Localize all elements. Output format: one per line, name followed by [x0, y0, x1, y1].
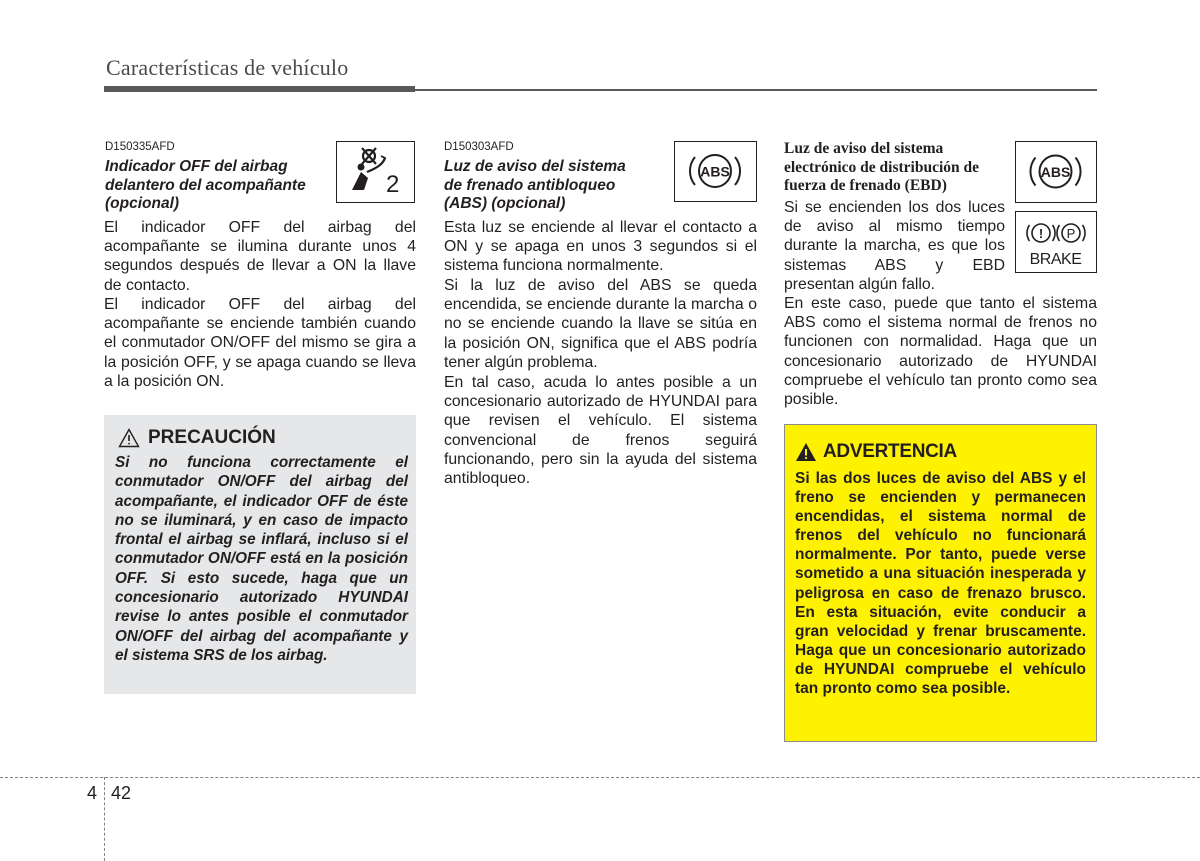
warning-header: [795, 441, 957, 463]
subtitle-line: de frenado antibloqueo: [444, 176, 616, 194]
subtitle-line: Indicador OFF del airbag: [105, 158, 288, 175]
footer-vertical-rule: [104, 777, 105, 861]
caution-title: PRECAUCIÓN: [148, 427, 276, 448]
exclamation-mark: !: [1038, 226, 1044, 241]
abs-warning-icon-box: [1015, 141, 1097, 203]
title-line: fuerza de frenado (EBD): [784, 177, 947, 194]
section-subtitle: [105, 158, 335, 214]
title-line: electrónico de distribución de: [784, 158, 980, 176]
section-subtitle: [444, 158, 669, 214]
paragraph: El indicador OFF del airbag del acompañante se ilumina durante unos 4 segundos después de llevar a ON la llave de contacto.: [104, 219, 416, 294]
warning-triangle-icon: [795, 442, 817, 462]
brake-icon: [1016, 212, 1095, 271]
brake-label: BRAKE: [1029, 251, 1082, 268]
warning-title: ADVERTENCIA: [823, 441, 957, 462]
paragraph: En este caso, puede que tanto el sistema ABS como el sistema normal de frenos no funcionen con normalidad. Haga que un concesionario autorizado de HYUNDAI compruebe el vehículo tan pronto como sea posible.: [784, 295, 1097, 409]
title-line: Luz de aviso del sistema: [784, 140, 944, 157]
warning-box: [784, 424, 1097, 742]
brake-warning-icon-box: [1015, 211, 1097, 273]
abs-icon: [1016, 142, 1095, 201]
footer-rule: [0, 777, 1200, 778]
section-code: D150335AFD: [105, 141, 175, 153]
paragraph: Esta luz se enciende al llevar el contacto a ON y se apaga en unos 3 segundos si el sistema funciona normalmente.: [444, 219, 757, 275]
airbag-off-indicator-icon: [336, 141, 415, 203]
warning-text: Si las dos luces de aviso del ABS y el freno se encienden y permanecen encendidas, el sistema normal de frenos del vehículo no funcionará normalmente. Por tanto, puede verse sometido a una situación inesperada y peligrosa en caso de frenazo brusco. En esta situación, evite conducir a gran velocidad y frenar bruscamente. Haga que un concesionario autorizado de HYUNDAI compruebe el vehículo tan pronto como sea posible.: [795, 470, 1086, 698]
paragraph: Si la luz de aviso del ABS se queda encendida, se enciende durante la marcha o no se enciende cuando la llave se sitúa en la posición ON, significa que el ABS podría tener algún problema.: [444, 277, 757, 371]
section-code: D150303AFD: [444, 141, 514, 153]
page-number: 42: [111, 783, 132, 803]
chapter-number: 4: [87, 783, 98, 803]
abs-label: ABS: [1040, 164, 1071, 180]
icon-digit: 2: [386, 171, 400, 198]
subtitle-line: delantero del acompañante: [105, 176, 306, 194]
caution-header: [118, 427, 276, 449]
airbag-off-icon: [337, 142, 413, 201]
warning-triangle-icon: [118, 428, 140, 448]
paragraph: Si se encienden los dos luces de aviso al mismo tiempo durante la marcha, es que los sistemas ABS y EBD presentan algún fallo.: [784, 199, 1005, 293]
subtitle-line: Luz de aviso del sistema: [444, 158, 626, 175]
paragraph: El indicador OFF del airbag del acompañante se enciende también cuando el conmutador ON/OFF del mismo se gira a la posición OFF, y se apaga cuando se lleva a la posición ON.: [104, 296, 416, 390]
abs-icon: [675, 142, 755, 200]
caution-box: [104, 415, 416, 694]
caution-text: Si no funciona correctamente el conmutador ON/OFF del airbag del acompañante, el indicador OFF de éste no se iluminará, y en caso de impacto frontal el airbag se inflará, incluso si el conmutador ON/OFF está en la posición OFF. Si esto sucede, haga que un concesionario autorizado HYUNDAI revise lo antes posible el conmutador ON/OFF del airbag del acompañante y el sistema SRS de los airbag.: [115, 454, 408, 664]
abs-indicator-icon: [674, 141, 757, 202]
subtitle-line: (opcional): [105, 195, 180, 212]
abs-label: ABS: [700, 163, 730, 180]
section-title: [784, 140, 1009, 196]
header-rule-thin: [415, 89, 1097, 91]
page-header-title: Características de vehículo: [106, 55, 349, 80]
subtitle-line: (ABS) (opcional): [444, 195, 566, 212]
header-rule-dark: [104, 86, 415, 92]
paragraph: En tal caso, acuda lo antes posible a un concesionario autorizado de HYUNDAI para que revisen el vehículo. El sistema convencional de frenos seguirá funcionando, pero sin la ayuda del sistema antibloqueo.: [444, 374, 757, 488]
parking-letter: P: [1066, 226, 1076, 241]
